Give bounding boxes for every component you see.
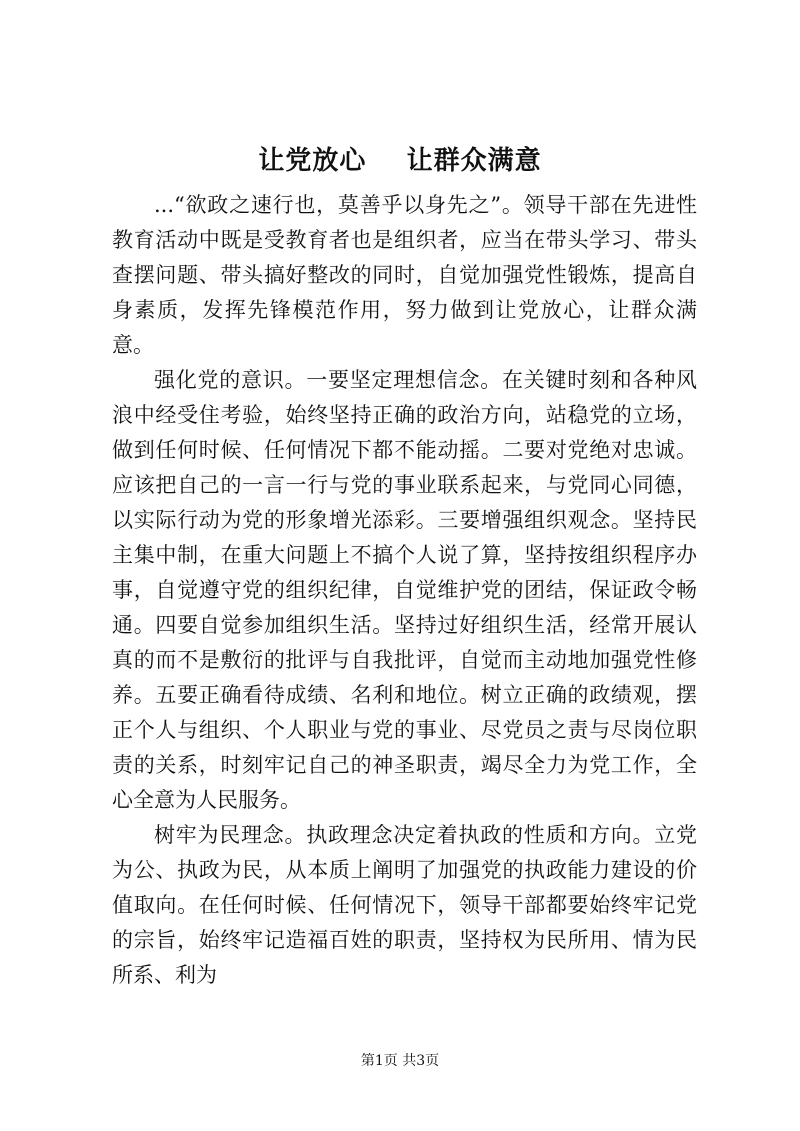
paragraph-party-awareness: 强化党的意识。一要坚定理想信念。在关键时刻和各种风浪中经受住考验，始终坚持正确的政治方向，站稳党的立场，做到任何时候、任何情况下都不能动摇。二要对党绝对忠诚。应该把自己的一言一行与党的事业联系起来，与党同心同德，以实际行动为党的形象增光添彩。三要增强组织观念。坚持民主集中制，在重大问题上不搞个人说了算，坚持按组织程序办事，自觉遵守党的组织纪律，自觉维护党的团结，保证政令畅通。四要自觉参加组织生活。坚持过好组织生活，经常开展认真的而不是敷衍的批评与自我批评，自觉而主动地加强党性修养。五要正确看待成绩、名利和地位。树立正确的政绩观，摆正个人与组织、个人职业与党的事业、尽党员之责与尽岗位职责的关系，时刻牢记自己的神圣职责，竭尽全力为党工作，全心全意为人民服务。 <box>112 368 697 812</box>
paragraph-intro: ...“欲政之速行也，莫善乎以身先之”。领导干部在先进性教育活动中既是受教育者也是组织者，应当在带头学习、带头查摆问题、带头搞好整改的同时，自觉加强党性锻炼，提高自身素质，发挥先锋模范作用，努力做到让党放心，让群众满意。 <box>112 193 697 357</box>
document-body <box>112 188 697 993</box>
page-footer: 第1页 共3页 <box>360 1053 440 1069</box>
document-title: 让党放心 让群众满意 <box>258 146 542 176</box>
paragraph-people-concept: 树牢为民理念。执政理念决定着执政的性质和方向。立党为公、执政为民，从本质上阐明了加强党的执政能力建设的价值取向。在任何时候、任何情况下，领导干部都要始终牢记党的宗旨，始终牢记造福百姓的职责，坚持权为民所用、情为民所系、利为 <box>112 823 697 987</box>
